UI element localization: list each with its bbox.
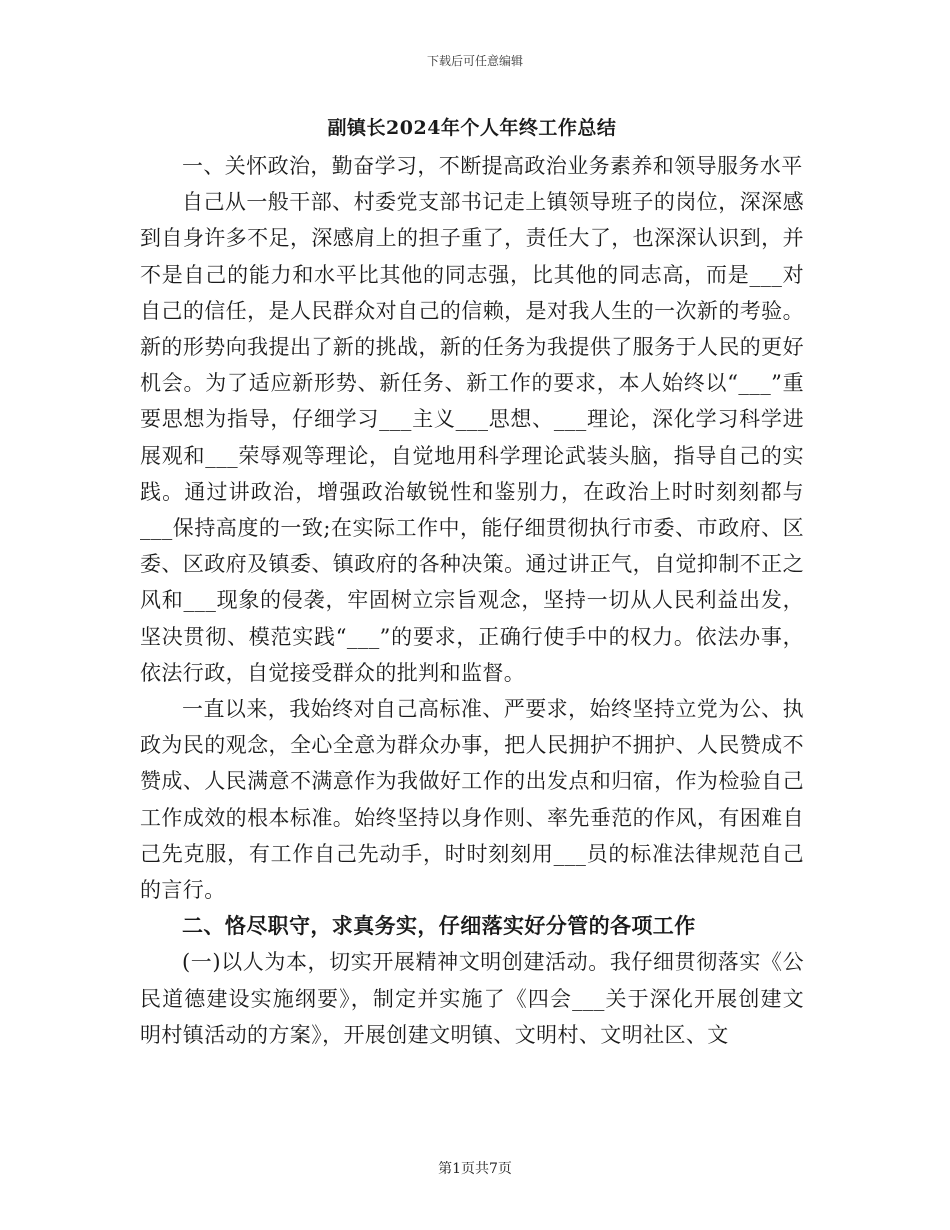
paragraph-3: (一)以人为本，切实开展精神文明创建活动。我仔细贯彻落实《公民道德建设实施纲要》，制定并实施了《四会___关于深化开展创建文明村镇活动的方案》，开展创建文明镇、文明村、文明社区、文 [140, 950, 804, 1047]
header-note: 下载后可任意编辑 [426, 54, 523, 68]
paragraph-2: 一直以来，我始终对自己高标准、严要求，始终坚持立党为公、执政为民的观念，全心全意为群众办事，把人民拥护不拥护、人民赞成不赞成、人民满意不满意作为我做好工作的出发点和归宿，作为检验自己工作成效的根本标准。始终坚持以身作则、率先垂范的作风，有困难自己先克服，有工作自己先动手，时时刻刻用___员的标准法律规范自己的言行。 [140, 697, 804, 903]
document-body [140, 148, 804, 1053]
page-indicator: 第1页共7页 [438, 1161, 512, 1177]
section2-heading: 二、恪尽职守，求真务实，仔细落实好分管的各项工作 [182, 913, 696, 939]
paragraph-1: 自己从一般干部、村委党支部书记走上镇领导班子的岗位，深深感到自身许多不足，深感肩上的担子重了，责任大了，也深深认识到，并不是自己的能力和水平比其他的同志强，比其他的同志高，而是___对自己的信任，是人民群众对自己的信赖，是对我人生的一次新的考验。新的形势向我提出了新的挑战，新的任务为我提供了服务于人民的更好机会。为了适应新形势、新任务、新工作的要求，本人始终以“___”重要思想为指导，仔细学习___主义___思想、___理论，深化学习科学进展观和___荣辱观等理论，自觉地用科学理论武装头脑，指导自己的实践。通过讲政治，增强政治敏锐性和鉴别力，在政治上时时刻刻都与___保持高度的一致;在实际工作中，能仔细贯彻执行市委、市政府、区委、区政府及镇委、镇政府的各种决策。通过讲正气，自觉抑制不正之风和___现象的侵袭，牢固树立宗旨观念，坚持一切从人民利益出发，坚决贯彻、模范实践“___”的要求，正确行使手中的权力。依法办事，依法行政，自觉接受群众的批判和监督。 [140, 190, 804, 685]
document-title: 副镇长2024年个人年终工作总结 [327, 117, 617, 139]
section1-heading: 一、关怀政治，勤奋学习，不断提高政治业务素养和领导服务水平 [182, 154, 803, 178]
